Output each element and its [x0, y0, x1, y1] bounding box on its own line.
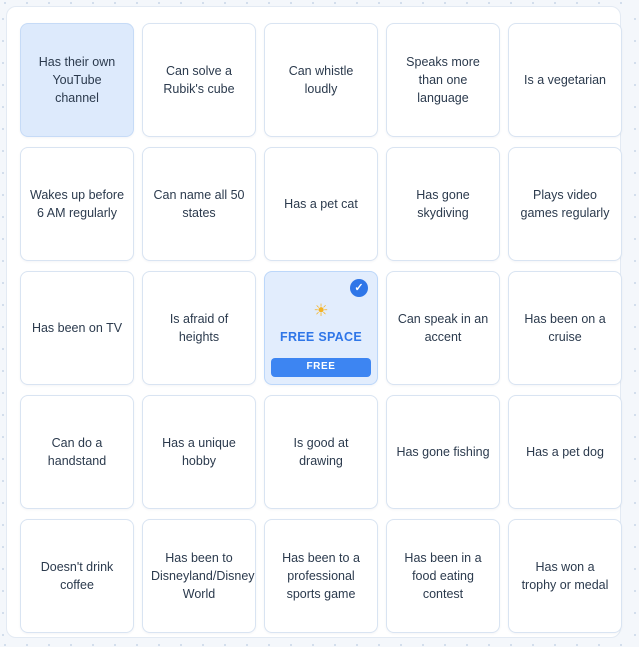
bingo-cell-label: Has a pet dog	[526, 444, 604, 459]
bingo-cell-label: Can name all 50 states	[153, 187, 245, 220]
bingo-cell-label: Has gone skydiving	[416, 187, 470, 220]
bingo-cell[interactable]	[264, 23, 378, 137]
bingo-cell-label: Has their own YouTube channel	[38, 54, 116, 106]
bingo-cell-label: Has been to Disneyland/Disney World	[151, 550, 255, 602]
bingo-cell[interactable]	[264, 519, 378, 633]
bingo-cell-label: Plays video games regularly	[520, 187, 610, 220]
bingo-cell[interactable]	[142, 147, 256, 261]
bingo-cell-label: Has a unique hobby	[162, 435, 236, 468]
bingo-cell[interactable]	[386, 147, 500, 261]
bingo-cell-label: Is afraid of heights	[169, 311, 229, 344]
bingo-cell-label: Can do a handstand	[47, 435, 107, 468]
bingo-cell[interactable]	[508, 147, 622, 261]
bingo-cell[interactable]	[142, 271, 256, 385]
bingo-cell-label: Has won a trophy or medal	[521, 559, 609, 592]
bingo-cell[interactable]	[264, 147, 378, 261]
bingo-grid	[20, 23, 622, 633]
bingo-cell[interactable]	[386, 519, 500, 633]
bingo-cell-label: Has been on TV	[31, 320, 123, 335]
bingo-board-frame	[6, 6, 621, 638]
bingo-cell[interactable]	[508, 395, 622, 509]
bingo-cell-label: Has been to a professional sports game	[282, 550, 360, 602]
bingo-cell-label: Has a pet cat	[284, 196, 358, 211]
bingo-cell-free-space[interactable]	[264, 271, 378, 385]
bingo-cell[interactable]	[386, 395, 500, 509]
bingo-cell[interactable]	[20, 271, 134, 385]
bingo-cell-label: Can whistle loudly	[288, 63, 354, 96]
bingo-cell-label: Is good at drawing	[293, 435, 349, 468]
bingo-cell-label: Has been on a cruise	[524, 311, 606, 344]
bingo-cell[interactable]	[508, 271, 622, 385]
star-icon: ☀	[313, 301, 329, 320]
bingo-cell[interactable]	[386, 23, 500, 137]
bingo-cell-label: Can solve a Rubik's cube	[163, 63, 235, 96]
bingo-cell-label: Has gone fishing	[396, 444, 490, 459]
bingo-cell[interactable]	[508, 23, 622, 137]
bingo-cell-label: Speaks more than one language	[406, 54, 480, 106]
bingo-cell[interactable]	[386, 271, 500, 385]
bingo-cell-label: Is a vegetarian	[524, 72, 606, 87]
bingo-cell-label: Can speak in an accent	[397, 311, 489, 344]
bingo-cell[interactable]	[20, 23, 134, 137]
free-space-label: FREE SPACE	[280, 330, 362, 344]
bingo-cell[interactable]	[20, 519, 134, 633]
bingo-cell[interactable]	[20, 147, 134, 261]
bingo-cell[interactable]	[508, 519, 622, 633]
free-badge: FREE	[271, 358, 371, 377]
bingo-cell[interactable]	[142, 519, 256, 633]
check-icon: ✓	[350, 279, 368, 297]
bingo-cell-label: Has been in a food eating contest	[404, 550, 482, 602]
bingo-cell[interactable]	[142, 395, 256, 509]
bingo-cell[interactable]	[20, 395, 134, 509]
bingo-cell[interactable]	[264, 395, 378, 509]
bingo-cell-label: Wakes up before 6 AM regularly	[29, 187, 125, 220]
bingo-cell[interactable]	[142, 23, 256, 137]
bingo-cell-label: Doesn't drink coffee	[40, 559, 114, 592]
